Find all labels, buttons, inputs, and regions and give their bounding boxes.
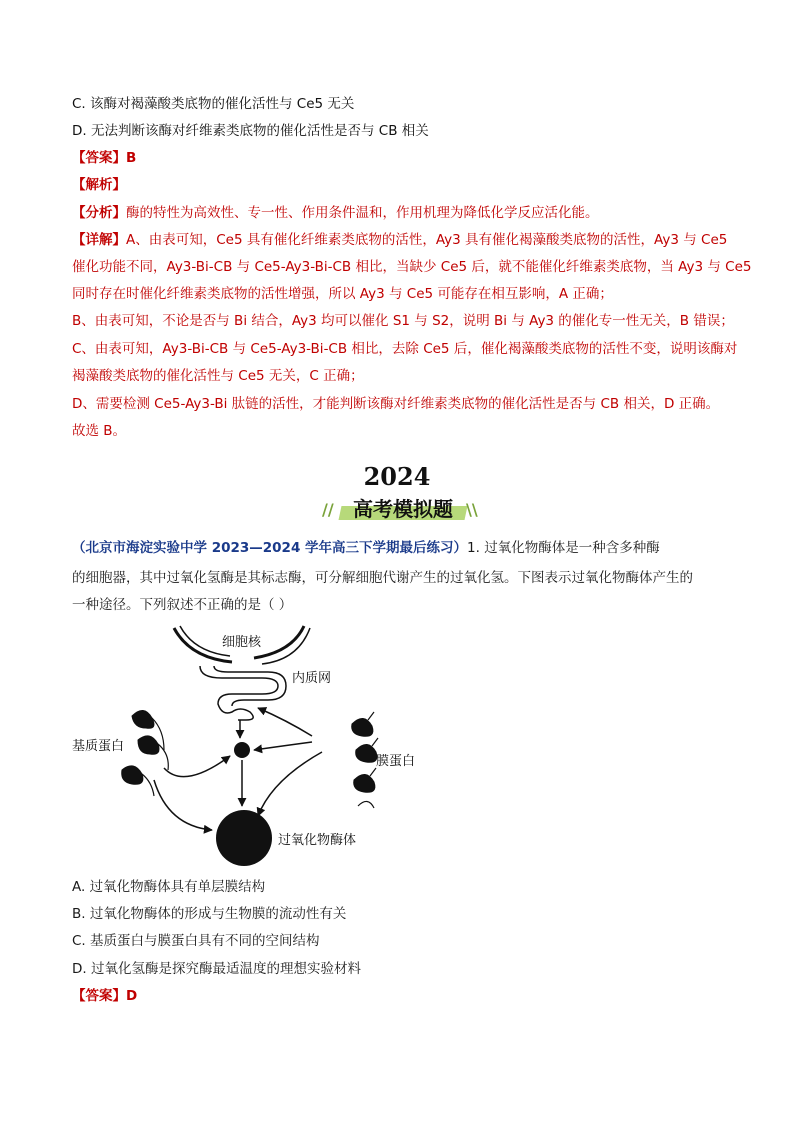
label-peroxisome: 过氧化物酶体: [278, 832, 357, 847]
xiangjie-line-3: B、由表可知，不论是否与 Bi 结合，Ay3 均可以催化 S1 与 S2，说明 Bi 与 Ay3 的催化专一性无关，B 错误；: [72, 313, 734, 329]
xiangjie-text-0: A、由表可知，Ce5 具有催化纤维素类底物的活性，Ay3 具有催化褐藻酸类底物的活性，Ay3 与 Ce5: [126, 232, 728, 248]
label-nucleus: 细胞核: [222, 634, 262, 649]
conclusion: 故选 B。: [72, 423, 127, 439]
option-c: C. 该酶对褐藻酸类底物的催化活性与 Ce5 无关: [72, 96, 355, 112]
answer-label-2: 【答案】: [72, 988, 126, 1004]
label-matrix-protein: 基质蛋白: [72, 738, 125, 753]
option-a: A. 过氧化物酶体具有单层膜结构: [72, 879, 266, 895]
xiangjie-label: 【详解】: [72, 232, 126, 248]
option-b: B. 过氧化物酶体的形成与生物膜的流动性有关: [72, 906, 347, 922]
peroxisome-diagram: [72, 620, 432, 870]
analysis-label: 【解析】: [72, 177, 126, 193]
banner-year: 2024: [363, 462, 431, 491]
banner: [330, 496, 476, 522]
peroxisome-body: [216, 810, 272, 866]
banner-deco-right: \\: [466, 500, 478, 519]
answer-line-2: [72, 986, 137, 1006]
answer-value: B: [126, 150, 137, 166]
answer-label: 【答案】: [72, 150, 126, 166]
xiangjie-line-6: D、需要检测 Ce5-Ay3-Bi 肽链的活性，才能判断该酶对纤维素类底物的催化活性是否与 CB 相关，D 正确。: [72, 396, 720, 412]
question-stem-1: 1. 过氧化物酶体是一种含多种酶: [467, 540, 660, 556]
xiangjie-line-2: 同时存在时催化纤维素类底物的活性增强，所以 Ay3 与 Ce5 可能存在相互影响，A 正确；: [72, 286, 613, 302]
question-line-1: [72, 538, 660, 558]
question-stem-3: 一种途径。下列叙述不正确的是（ ）: [72, 597, 293, 613]
option-d-2: D. 过氧化氢酶是探究酶最适温度的理想实验材料: [72, 961, 361, 977]
xiangjie-line-5: 褐藻酸类底物的催化活性与 Ce5 无关，C 正确；: [72, 368, 364, 384]
label-er: 内质网: [292, 670, 332, 685]
matrix-protein-group: [122, 710, 169, 796]
answer-line: [72, 148, 136, 168]
banner-deco-left: //: [322, 500, 334, 519]
question-source: （北京市海淀实验中学 2023—2024 学年高三下学期最后练习）: [72, 540, 468, 556]
vesicle: [234, 742, 250, 758]
xiangjie-line-1: 催化功能不同，Ay3-Bi-CB 与 Ce5-Ay3-Bi-CB 相比，当缺少 Ce5 后，就不能催化纤维素类底物，当 Ay3 与 Ce5: [72, 259, 752, 275]
fenxi-text: 酶的特性为高效性、专一性、作用条件温和，作用机理为降低化学反应活化能。: [126, 205, 599, 221]
membrane-protein-group: [352, 712, 378, 808]
xiangjie-line-4: C、由表可知，Ay3-Bi-CB 与 Ce5-Ay3-Bi-CB 相比，去除 Ce5 后，催化褐藻酸类底物的活性不变，说明该酶对: [72, 341, 738, 357]
banner-title: 高考模拟题: [353, 497, 453, 521]
fenxi-label: 【分析】: [72, 205, 126, 221]
label-membrane-protein: 膜蛋白: [376, 753, 416, 768]
answer-value-2: D: [126, 988, 138, 1004]
fenxi-line: [72, 203, 599, 223]
xiangjie-line-0: [72, 230, 727, 250]
question-stem-2: 的细胞器，其中过氧化氢酶是其标志酶，可分解细胞代谢产生的过氧化氢。下图表示过氧化物酶体产生的: [72, 570, 693, 586]
option-c-2: C. 基质蛋白与膜蛋白具有不同的空间结构: [72, 933, 320, 949]
option-d: D. 无法判断该酶对纤维素类底物的催化活性是否与 CB 相关: [72, 123, 429, 139]
